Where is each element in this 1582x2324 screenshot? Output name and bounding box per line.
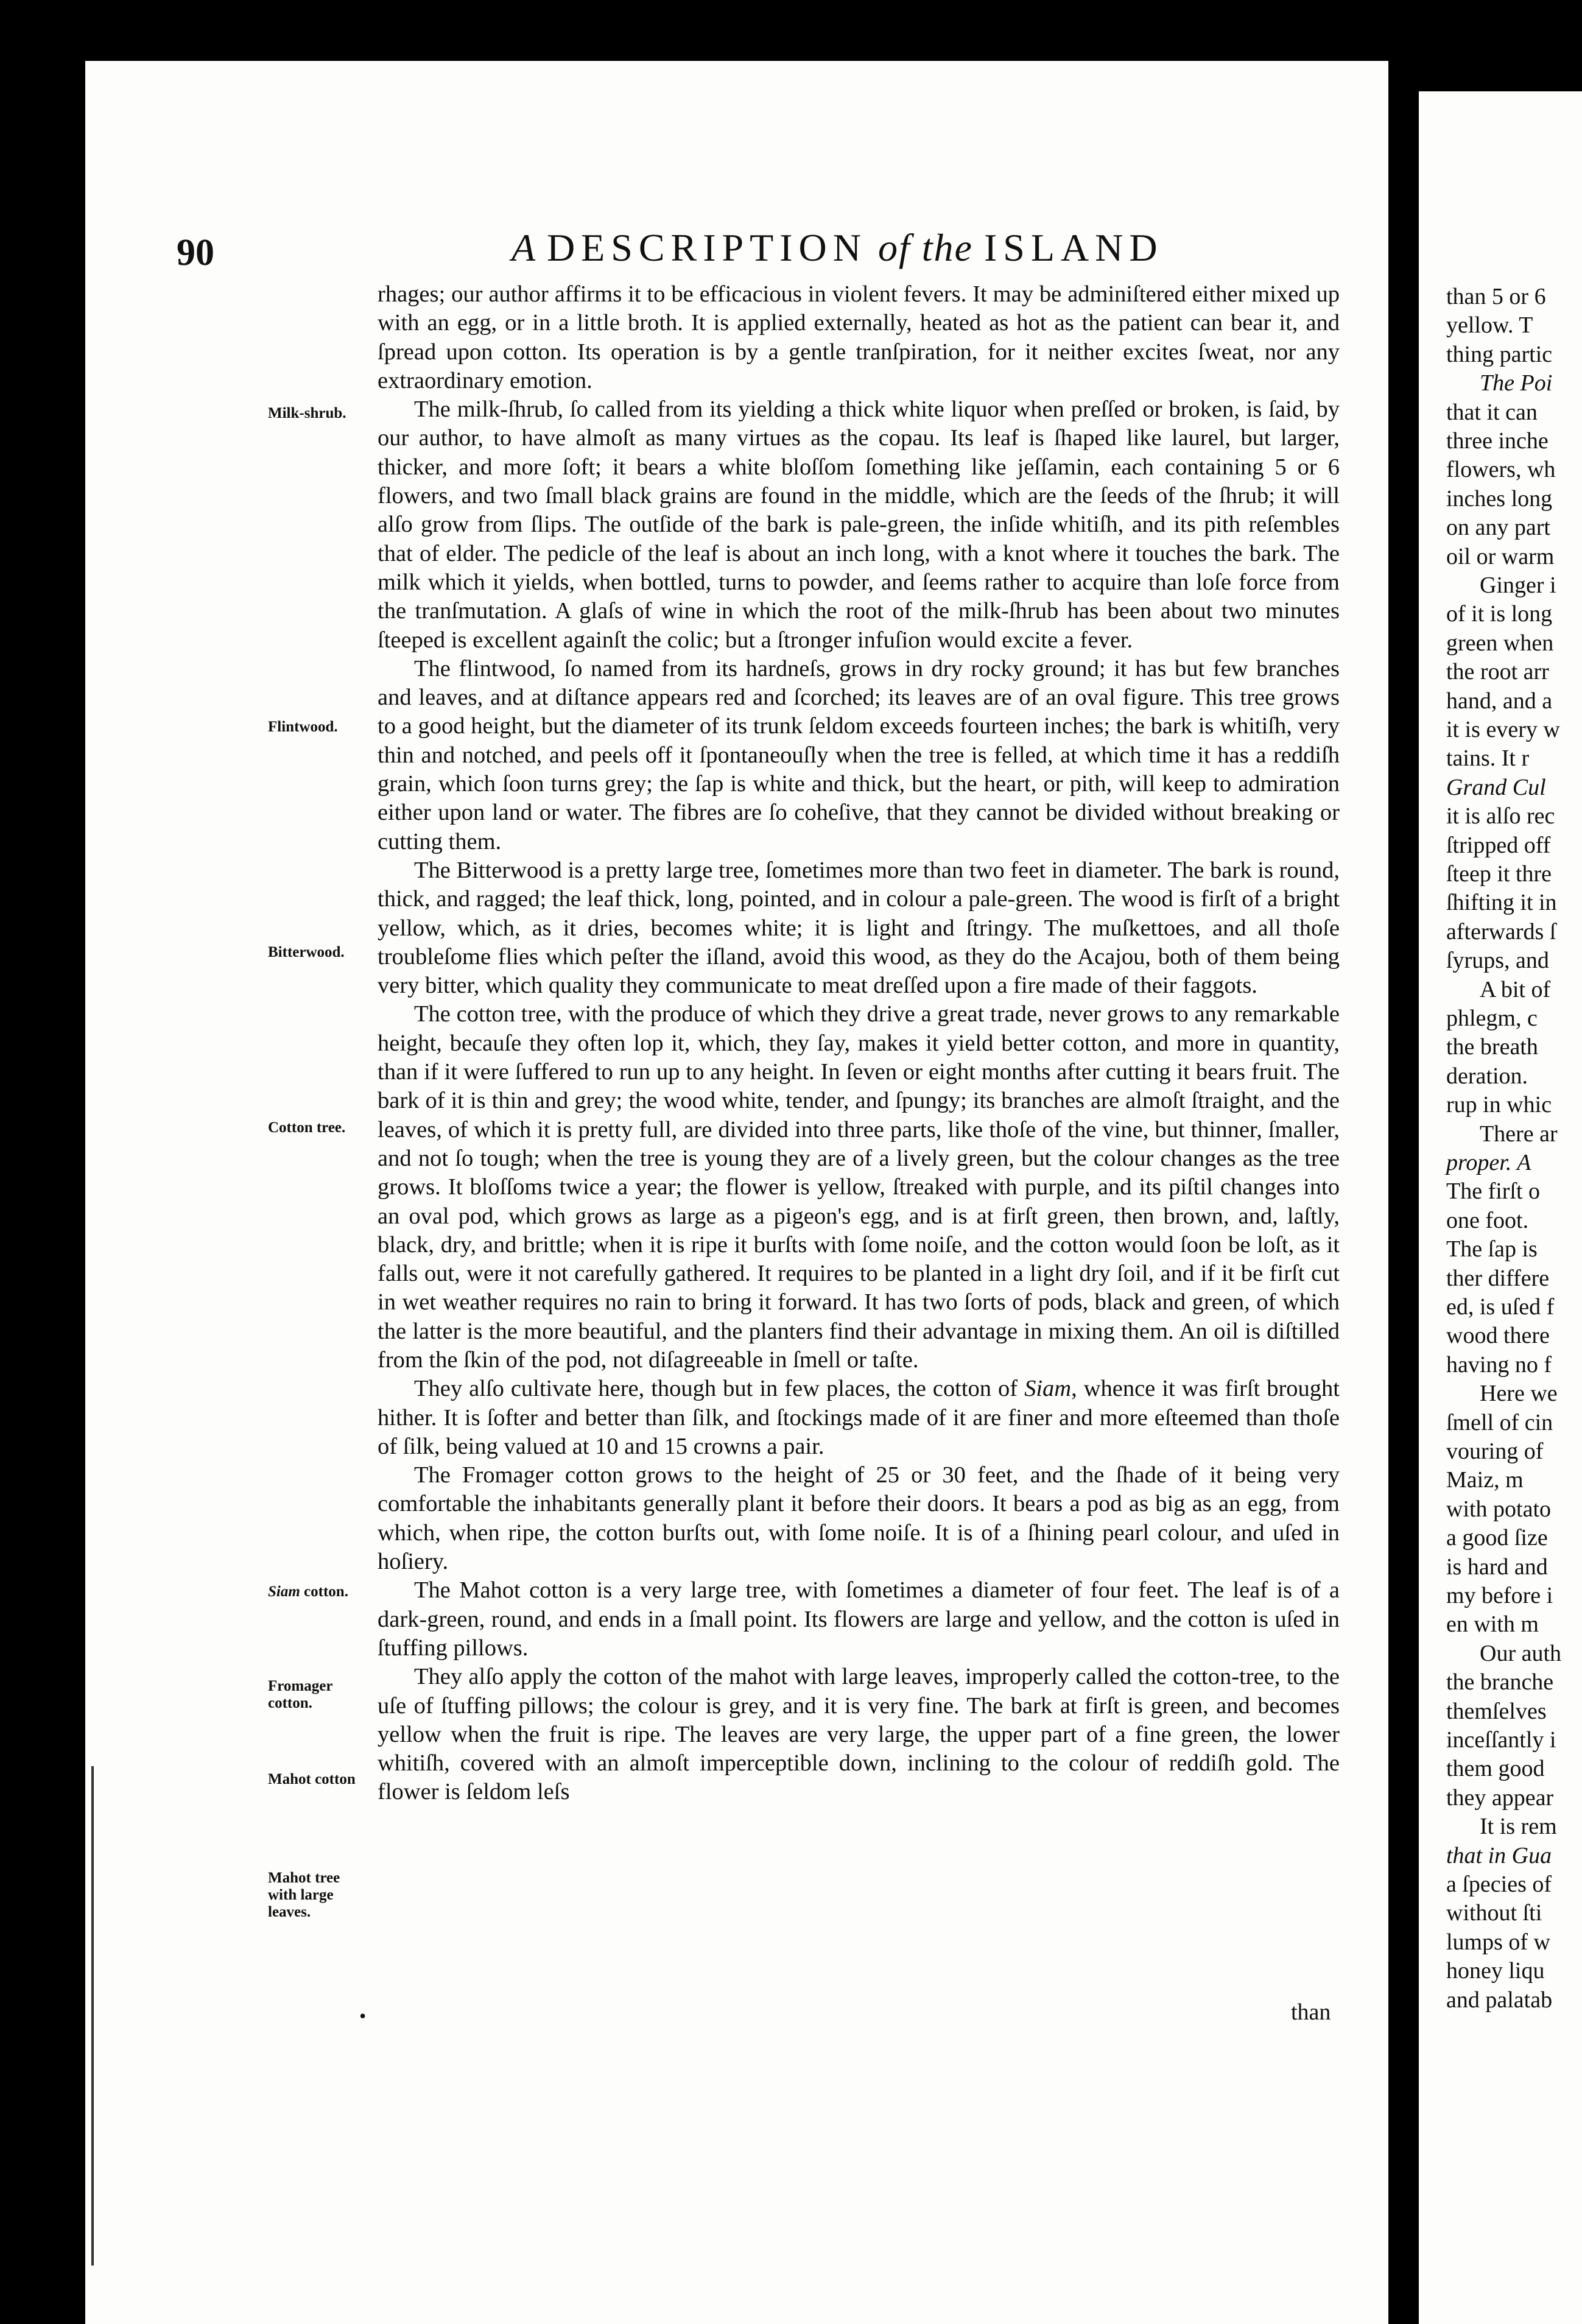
right-page-line: en with m [1446, 1611, 1539, 1638]
right-page-line: vouring of [1446, 1438, 1544, 1464]
right-page-line: Maiz, m [1446, 1467, 1524, 1493]
right-page-line: There ar [1480, 1121, 1558, 1147]
right-page-line: lumps of w [1446, 1929, 1550, 1955]
running-head-the: the [921, 226, 984, 269]
right-page-line: phlegm, c [1446, 1005, 1538, 1031]
right-page-line: It is rem [1480, 1814, 1557, 1840]
right-page-line: honey liqu [1446, 1958, 1545, 1984]
right-page-line: deration. [1446, 1063, 1528, 1089]
right-page-line: Here we [1480, 1381, 1558, 1407]
right-page-line: oil or warm [1446, 543, 1555, 569]
margin-note-flintwood: Flintwood. [268, 719, 338, 735]
paragraph-text: , whence it was firſt brought hither. It is ſofter and better than ſilk, and ſtockings made of it are finer and more eſteemed than thoſe of ſilk, being valued at 10 and 15 crowns a pair. [378, 1376, 1340, 1459]
right-page-line: Our auth [1480, 1640, 1562, 1666]
body-text [378, 280, 1340, 1807]
siam-word: Siam [268, 1583, 300, 1600]
right-page-line: with potato [1446, 1496, 1552, 1522]
right-page-line: it is alſo rec [1446, 803, 1555, 829]
right-page-line: the branche [1446, 1669, 1554, 1695]
right-page-line: inceſſantly i [1446, 1727, 1556, 1753]
right-page-line: green when [1446, 630, 1554, 656]
right-page-line: them good [1446, 1756, 1545, 1782]
right-page-line: a good ſize [1446, 1525, 1548, 1551]
running-head-of: of [867, 226, 922, 269]
margin-note-siam-cotton [268, 1583, 371, 1600]
paragraph [378, 1375, 1340, 1461]
right-page-line: ſhifting it in [1446, 890, 1557, 916]
margin-note-fromager: Fromager cotton. [268, 1678, 332, 1711]
right-page-line: The ſap is [1446, 1236, 1538, 1262]
right-page-line: they appear [1446, 1784, 1554, 1811]
right-page-line: on any part [1446, 515, 1550, 541]
paragraph: The Bitterwood is a pretty large tree, ſometimes more than two feet in diameter. The bark is round, thick, and ragged; the leaf thick, long, pointed, and in colour a pale-green. The wood is firſt of a bright yellow, which, as it dries, becomes white; it is light and ſtringy. The muſkettoes, and all thoſe troubleſome flies which peſter the iſland, avoid this wood, as they do the Acajou, both of them being very bitter, which quality they communicate to meat dreſſed upon a fire made of their faggots. [378, 857, 1340, 999]
right-page-line: hand, and a [1446, 688, 1553, 714]
siam-note-rest: cotton. [300, 1583, 348, 1600]
right-page-line: yellow. T [1446, 312, 1533, 339]
right-page-line: Ginger i [1480, 572, 1556, 598]
paragraph: They alſo apply the cotton of the mahot with large leaves, improperly called the cotton-tree, to the uſe of ſtuffing pillows; the colour is grey, and it is very fine. The bark at firſt is green, and becomes yellow when the fruit is ripe. The leaves are very large, the upper part of a fine green, the lower whitiſh, covered with an almoſt imperceptible down, inclining to the colour of reddiſh gold. The flower is ſeldom leſs [378, 1664, 1340, 1805]
paragraph: The Mahot cotton is a very large tree, with ſometimes a diameter of four feet. The leaf is of a dark-green, round, and ends in a ſmall point. Its flowers are large and yellow, and the cotton is uſed in ſtuffing pillows. [378, 1577, 1340, 1661]
running-head-main: DESCRIPTION [546, 226, 867, 269]
running-head-island: ISLAND [983, 226, 1164, 269]
paragraph: The cotton tree, with the produce of which they drive a great trade, never grows to any remarkable height, becauſe they often lop it, which, they ſay, makes it yield better cotton, and more in quantity, than if it were ſuffered to run up to any height. In ſeven or eight months after cutting it bears fruit. The bark of it is thin and grey; the wood white, tender, and ſpungy; its branches are almoſt ſtraight, and the leaves, of which it is pretty full, are divided into three parts, like thoſe of the vine, but thinner, ſmaller, and not ſo tough; when the tree is young they are of a lively green, but the colour changes as the tree grows. It bloſſoms twice a year; the flower is yellow, ſtreaked with purple, and its piſtil changes into an oval pod, which grows as large as a pigeon's egg, and is at firſt green, then brown, and, laſtly, black, dry, and brittle; when it is ripe it burſts with ſome noiſe, and the cotton would ſoon be loſt, as it falls out, were it not carefully gathered. It requires to be planted in a light dry ſoil, and if it be firſt cut in wet weather requires no rain to bring it forward. It has two ſorts of pods, black and green, of which the latter is the more beautiful, and the planters find their advantage in mixing them. An oil is diſtilled from the ſkin of the pod, not diſagreeable in ſmell or taſte. [378, 1001, 1340, 1373]
right-page-line: ther differe [1446, 1265, 1550, 1291]
right-page-line: my before i [1446, 1583, 1553, 1608]
paragraph: The milk-ſhrub, ſo called from its yielding a thick white liquor when preſſed or broken, is ſaid, by our author, to have almoſt as many virtues as the copau. Its leaf is ſhaped like laurel, but larger, thicker, and more ſoft; it bears a white bloſſom ſomething like jeſſamin, each containing 5 or 6 flowers, and two ſmall black grains are found in the middle, which are the ſeeds of the ſhrub; it will alſo grow from ſlips. The outſide of the bark is pale-green, the inſide whitiſh, and its pith reſembles that of elder. The pedicle of the leaf is about an inch long, with a knot where it touches the bark. The milk which it yields, when bottled, turns to powder, and ſeems rather to acquire than loſe force from the tranſmutation. A glaſs of wine in which the root of the milk-ſhrub has been about two minutes ſteeped is excellent againſt the colic; but a ſtronger infuſion would excite a fever. [378, 396, 1340, 653]
right-page-line: proper. A [1446, 1150, 1531, 1175]
margin-note-mahot-cotton: Mahot cotton [268, 1771, 356, 1787]
italic-word: Siam [1024, 1376, 1072, 1402]
right-page-line: ſmell of cin [1446, 1409, 1553, 1435]
paragraph: The Fromager cotton grows to the height of 25 or 30 feet, and the ſhade of it being very comfortable the inhabitants generally plant it before their doors. It bears a pod as big as an egg, from which, when ripe, the cotton burſts out, with ſome noiſe. It is of a ſhining pearl colour, and uſed in hoſiery. [378, 1462, 1340, 1575]
right-page-line: is hard and [1446, 1554, 1548, 1580]
right-page-line: ſyrups, and [1446, 948, 1549, 974]
right-page-line: ed, is uſed f [1446, 1294, 1555, 1320]
right-page-line: rup in whic [1446, 1092, 1552, 1118]
margin-note-milk-shrub: Milk-shrub. [268, 405, 346, 421]
right-page-line: having no f [1446, 1351, 1552, 1378]
paragraph: The flintwood, ſo named from its hardneſs, grows in dry rocky ground; it has but few branches and leaves, and at diſtance appears red and ſcorched; its leaves are of an oval figure. This tree grows to a good height, but the diameter of its trunk ſeldom exceeds fourteen inches; the bark is whitiſh, very thin and notched, and peels off it ſpontaneouſly when the tree is felled, at which time it has a reddiſh grain, which ſoon turns grey; the ſap is white and thick, but the heart, or pith, will keep to admiration either upon land or water. The fibres are ſo coheſive, that they cannot be divided without breaking or cutting them. [378, 655, 1340, 854]
margin-note-cotton-tree: Cotton tree. [268, 1119, 346, 1136]
right-page-line: Grand Cul [1446, 774, 1546, 800]
right-page-line: afterwards ſ [1446, 918, 1556, 945]
paragraph-text: They alſo cultivate here, though but in few places, the cotton of [414, 1376, 1025, 1402]
right-page-line: ſteep it thre [1446, 861, 1552, 887]
right-page-line: flowers, wh [1446, 457, 1556, 483]
right-page-line: wood there [1446, 1323, 1550, 1349]
right-page-line: The Poi [1480, 370, 1553, 396]
right-page-line: that it can [1446, 399, 1538, 425]
right-page-line: and palatab [1446, 1987, 1553, 2013]
right-page-line: than 5 or 6 [1446, 284, 1546, 309]
right-page-line: A bit of [1480, 976, 1551, 1002]
paragraph: rhages; our author affirms it to be efficacious in violent fevers. It may be adminiſtered either mixed up with an egg, or in a little broth. It is applied externally, heated as hot as the patient can bear it, and ſpread upon cotton. Its operation is by a gentle tranſpiration, for it neither excites ſweat, nor any extraordinary emotion. [378, 281, 1340, 393]
right-page-line: of it is long [1446, 601, 1553, 627]
right-page-line: tains. It r [1446, 745, 1530, 772]
right-page-line: it is every w [1446, 717, 1560, 742]
right-page-line: ſtripped off [1446, 832, 1551, 858]
right-page-line: The firſt o [1446, 1178, 1541, 1205]
right-page-line: three inche [1446, 428, 1549, 454]
page-number: 90 [177, 232, 214, 273]
right-page-line: one foot. [1446, 1207, 1529, 1233]
right-page-line: themſelves [1446, 1698, 1547, 1724]
right-page-line: that in Gua [1446, 1842, 1552, 1868]
running-head [512, 225, 1242, 270]
margin-note-mahot-large: Mahot tree with large leaves. [268, 1870, 340, 1920]
running-head-article: A [512, 226, 547, 269]
right-page-line: without ſti [1446, 1900, 1542, 1926]
right-page-line: the root arr [1446, 659, 1549, 685]
dot-mark: • [359, 2005, 367, 2027]
right-page-line: thing partic [1446, 341, 1553, 367]
margin-note-bitterwood: Bitterwood. [268, 944, 345, 960]
right-page-line: inches long [1446, 485, 1553, 512]
right-page-line: a ſpecies of [1446, 1872, 1552, 1897]
right-page-line: the breath [1446, 1034, 1538, 1060]
gutter-shadow [91, 1766, 94, 2266]
catchword: than [1291, 1999, 1331, 2025]
